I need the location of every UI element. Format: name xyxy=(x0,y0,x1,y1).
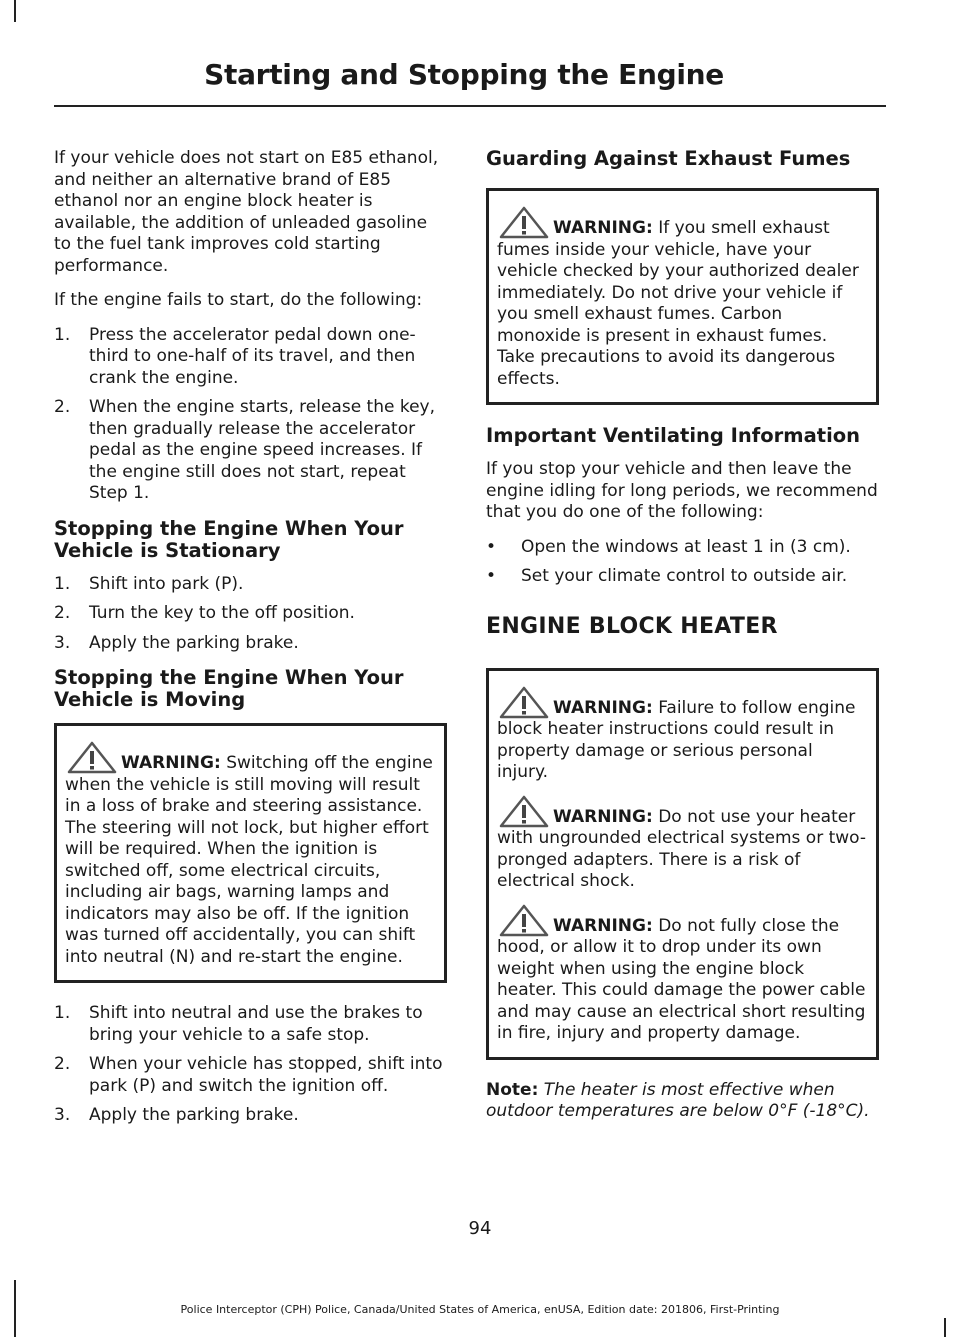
step-text: Turn the key to the off position. xyxy=(89,603,355,623)
step-text: Shift into neutral and use the brakes to bring your vehicle to a safe stop. xyxy=(89,1003,423,1045)
warning-text: Do not fully close the hood, or allow it to drop under its own weight when using the engine block heater. This could damage the power cable and may cause an electrical short resulting in fire, injury and property damage. xyxy=(497,915,866,1043)
bullet: • xyxy=(486,536,497,557)
list-item xyxy=(486,566,879,588)
note-text: The heater is most effective when outdoor temperatures are below 0°F (-18°C). xyxy=(486,1079,870,1121)
warning-text: Do not use your heater with ungrounded electrical systems or two-pronged adapters. There is a risk of electrical shock. xyxy=(497,806,867,891)
list-item xyxy=(54,603,447,625)
warning-label: WARNING: xyxy=(553,915,653,936)
step-number: 1. xyxy=(54,573,71,594)
bullet: • xyxy=(486,566,497,586)
list-item xyxy=(54,1054,447,1097)
warning-triangle-icon xyxy=(497,685,551,719)
step-number: 2. xyxy=(54,603,71,623)
page-title: Starting and Stopping the Engine xyxy=(204,58,724,91)
warning-item xyxy=(497,794,868,893)
step-number: 2. xyxy=(54,397,71,417)
list-item xyxy=(54,1003,447,1046)
moving-steps-list xyxy=(54,1003,447,1127)
warning-item xyxy=(65,740,436,968)
list-item xyxy=(54,1105,447,1127)
warning-triangle-icon xyxy=(497,205,551,239)
warning-triangle-icon xyxy=(65,740,119,774)
warning-triangle-icon xyxy=(497,794,551,828)
step-text: Apply the parking brake. xyxy=(89,1105,299,1125)
section-heading-stationary: Stopping the Engine When Your Vehicle is Stationary xyxy=(54,516,404,562)
step-number: 2. xyxy=(54,1054,71,1074)
warning-label: WARNING: xyxy=(553,806,653,827)
step-number: 1. xyxy=(54,1003,71,1023)
warning-label: WARNING: xyxy=(553,218,653,238)
step-text: Shift into park (P). xyxy=(89,573,244,594)
warning-text: Switching off the engine when the vehicle is still moving will result in a loss of brake and steering assistance. The steering will not lock, but higher effort will be required. When the ignition is switched off, some electrical circuits, including air bags, warning lamps and indicators may also be off. If the ignition was turned off accidentally, you can shift into neutral (N) and re-start the engine. xyxy=(65,753,433,967)
step-text: When the engine starts, release the key, then gradually release the accelerator pedal as the engine speed increases. If the engine still does not start, repeat Step 1. xyxy=(89,397,436,503)
step-text: Press the accelerator pedal down one-third to one-half of its travel, and then crank the engine. xyxy=(89,324,416,388)
step-text: Apply the parking brake. xyxy=(89,632,299,653)
stationary-steps-list xyxy=(54,574,447,655)
warning-item xyxy=(497,685,868,784)
intro-paragraph: If your vehicle does not start on E85 ethanol, and neither an alternative brand of E85 ethanol nor an engine block heater is available, the addition of unleaded gasoline to the fuel tank improves cold starting performance. xyxy=(54,148,439,276)
footer-edition-info: Police Interceptor (CPH) Police, Canada/United States of America, enUSA, Edition date: 201806, First-Printing xyxy=(180,1303,780,1316)
bullet-text: Set your climate control to outside air. xyxy=(521,566,848,586)
crop-mark-top-left xyxy=(14,0,16,22)
warning-label: WARNING: xyxy=(553,697,653,718)
warning-text: Failure to follow engine block heater instructions could result in property damage or serious personal injury. xyxy=(497,697,856,782)
note-label: Note: xyxy=(486,1079,539,1100)
step-number: 1. xyxy=(54,324,71,345)
step-number: 3. xyxy=(54,632,71,653)
warning-item xyxy=(497,205,868,390)
warning-box xyxy=(54,723,447,983)
warning-box xyxy=(486,668,879,1060)
warning-text: If you smell exhaust fumes inside your vehicle, have your vehicle checked by your authorized dealer immediately. Do not drive your vehicle if you smell exhaust fumes. Carbon monoxide is present in exhaust fumes. Take precautions to avoid its dangerous effects. xyxy=(497,218,859,389)
section-heading-moving: Stopping the Engine When Your Vehicle is Moving xyxy=(54,666,404,711)
step-number: 3. xyxy=(54,1105,71,1125)
ventilating-bullets xyxy=(486,537,879,588)
ventilating-paragraph: If you stop your vehicle and then leave the engine idling for long periods, we recommend that you do one of the following: xyxy=(486,459,878,522)
note xyxy=(486,1080,879,1123)
crop-mark-bottom-right xyxy=(944,1318,946,1337)
step-text: When your vehicle has stopped, shift into park (P) and switch the ignition off. xyxy=(89,1054,443,1096)
right-column xyxy=(486,148,879,1136)
section-heading-exhaust: Guarding Against Exhaust Fumes xyxy=(486,147,851,170)
warning-triangle-icon xyxy=(497,903,551,937)
section-heading-engine-block-heater: ENGINE BLOCK HEATER xyxy=(486,613,778,639)
warning-box xyxy=(486,188,879,405)
section-heading-ventilating: Important Ventilating Information xyxy=(486,424,861,447)
list-item xyxy=(54,633,447,655)
header-rule xyxy=(54,105,886,107)
list-item xyxy=(54,397,447,505)
list-item xyxy=(486,537,879,559)
list-item xyxy=(54,325,447,390)
bullet-text: Open the windows at least 1 in (3 cm). xyxy=(521,536,851,557)
page-number: 94 xyxy=(468,1218,492,1239)
list-item xyxy=(54,574,447,596)
left-column xyxy=(54,148,447,1140)
warning-item xyxy=(497,903,868,1045)
start-steps-list xyxy=(54,325,447,505)
warning-label: WARNING: xyxy=(121,753,221,773)
intro-instruction: If the engine fails to start, do the following: xyxy=(54,290,423,310)
